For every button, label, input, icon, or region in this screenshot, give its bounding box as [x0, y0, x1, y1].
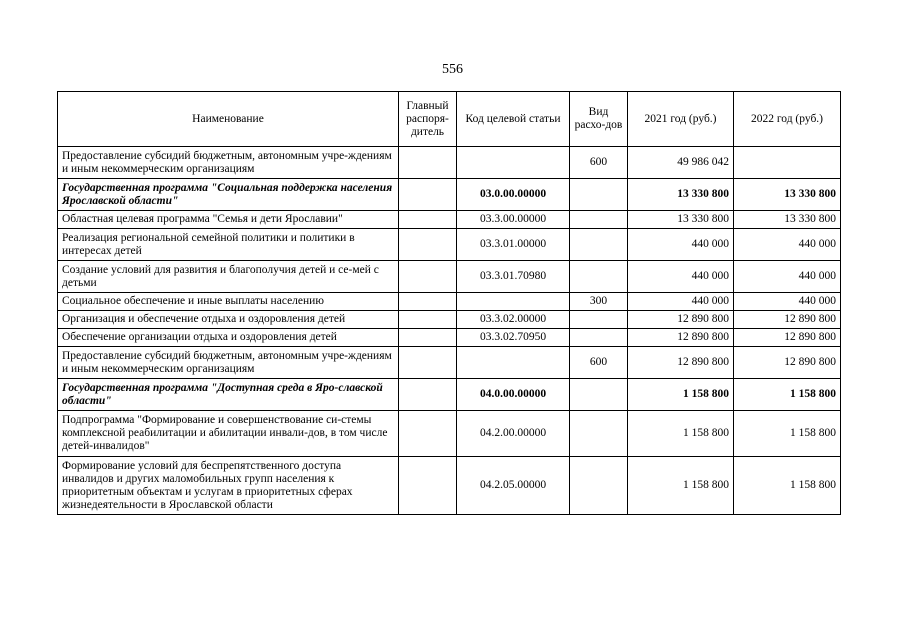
row-2021: 12 890 800: [628, 347, 734, 379]
table-row: [58, 411, 841, 457]
row-2021: 12 890 800: [628, 311, 734, 329]
row-2021: 1 158 800: [628, 411, 734, 457]
row-2022: 1 158 800: [734, 379, 841, 411]
row-2022: [734, 147, 841, 179]
row-name: Формирование условий для беспрепятственного доступа инвалидов и других маломобильных групп населения к приоритетным объектам и услугам в приоритетных сферах жизнедеятельности в Ярославской области: [58, 457, 399, 515]
table-row: [58, 261, 841, 293]
row-code: 03.3.01.00000: [457, 229, 570, 261]
row-admin: [399, 179, 457, 211]
row-admin: [399, 229, 457, 261]
row-name: Областная целевая программа "Семья и дети Ярославии": [58, 211, 399, 229]
row-name: Государственная программа "Доступная среда в Яро-славской области": [58, 379, 399, 411]
row-admin: [399, 147, 457, 179]
row-kind: [570, 229, 628, 261]
row-kind: 300: [570, 293, 628, 311]
row-2022: 440 000: [734, 261, 841, 293]
row-code: 03.3.01.70980: [457, 261, 570, 293]
header-kind: Вид расхо-дов: [570, 92, 628, 147]
row-2021: 49 986 042: [628, 147, 734, 179]
row-name: Организация и обеспечение отдыха и оздоровления детей: [58, 311, 399, 329]
table-row: [58, 329, 841, 347]
row-2022: 1 158 800: [734, 457, 841, 515]
row-admin: [399, 457, 457, 515]
row-2021: 440 000: [628, 261, 734, 293]
row-name: Государственная программа "Социальная поддержка населения Ярославской области": [58, 179, 399, 211]
row-name: Создание условий для развития и благополучия детей и се-мей с детьми: [58, 261, 399, 293]
row-code: 04.0.00.00000: [457, 379, 570, 411]
row-2021: 440 000: [628, 229, 734, 261]
row-code: [457, 347, 570, 379]
row-code: [457, 147, 570, 179]
budget-table: [57, 91, 841, 515]
row-code: 04.2.00.00000: [457, 411, 570, 457]
row-2022: 12 890 800: [734, 347, 841, 379]
row-2021: 440 000: [628, 293, 734, 311]
table-row: [58, 211, 841, 229]
table-row-program: [58, 179, 841, 211]
row-admin: [399, 293, 457, 311]
row-kind: [570, 179, 628, 211]
header-name: Наименование: [58, 92, 399, 147]
row-name: Предоставление субсидий бюджетным, автономным учре-ждениям и иным некоммерческим организациям: [58, 347, 399, 379]
row-2022: 1 158 800: [734, 411, 841, 457]
row-admin: [399, 311, 457, 329]
row-admin: [399, 347, 457, 379]
table-row: [58, 457, 841, 515]
row-admin: [399, 211, 457, 229]
table-row: [58, 293, 841, 311]
row-code: 03.3.02.70950: [457, 329, 570, 347]
table-row: [58, 229, 841, 261]
table-row: [58, 311, 841, 329]
row-kind: [570, 379, 628, 411]
row-name: Подпрограмма "Формирование и совершенствование си-стемы комплексной реабилитации и абилитации инвали-дов, в том числе детей-инвалидов": [58, 411, 399, 457]
row-kind: [570, 329, 628, 347]
table-row-program: [58, 379, 841, 411]
header-code: Код целевой статьи: [457, 92, 570, 147]
row-admin: [399, 261, 457, 293]
row-kind: [570, 411, 628, 457]
row-admin: [399, 329, 457, 347]
row-name: Реализация региональной семейной политики и политики в интересах детей: [58, 229, 399, 261]
row-kind: 600: [570, 147, 628, 179]
row-name: Предоставление субсидий бюджетным, автономным учре-ждениям и иным некоммерческим организациям: [58, 147, 399, 179]
row-kind: [570, 457, 628, 515]
table-row: [58, 147, 841, 179]
header-2022: 2022 год (руб.): [734, 92, 841, 147]
row-kind: [570, 211, 628, 229]
row-name: Социальное обеспечение и иные выплаты населению: [58, 293, 399, 311]
header-admin: Главный распоря-дитель: [399, 92, 457, 147]
row-code: 03.0.00.00000: [457, 179, 570, 211]
row-2021: 13 330 800: [628, 179, 734, 211]
row-2021: 1 158 800: [628, 457, 734, 515]
header-2021: 2021 год (руб.): [628, 92, 734, 147]
row-2022: 440 000: [734, 229, 841, 261]
row-admin: [399, 411, 457, 457]
row-2022: 13 330 800: [734, 211, 841, 229]
row-admin: [399, 379, 457, 411]
row-code: 03.3.02.00000: [457, 311, 570, 329]
row-2021: 13 330 800: [628, 211, 734, 229]
row-2021: 12 890 800: [628, 329, 734, 347]
page-number: 556: [442, 62, 463, 77]
table-header-row: [58, 92, 841, 147]
row-2021: 1 158 800: [628, 379, 734, 411]
row-2022: 13 330 800: [734, 179, 841, 211]
row-2022: 12 890 800: [734, 311, 841, 329]
row-2022: 12 890 800: [734, 329, 841, 347]
row-code: 03.3.00.00000: [457, 211, 570, 229]
table-row: [58, 347, 841, 379]
row-kind: [570, 311, 628, 329]
row-kind: 600: [570, 347, 628, 379]
row-code: 04.2.05.00000: [457, 457, 570, 515]
row-code: [457, 293, 570, 311]
row-kind: [570, 261, 628, 293]
row-2022: 440 000: [734, 293, 841, 311]
row-name: Обеспечение организации отдыха и оздоровления детей: [58, 329, 399, 347]
